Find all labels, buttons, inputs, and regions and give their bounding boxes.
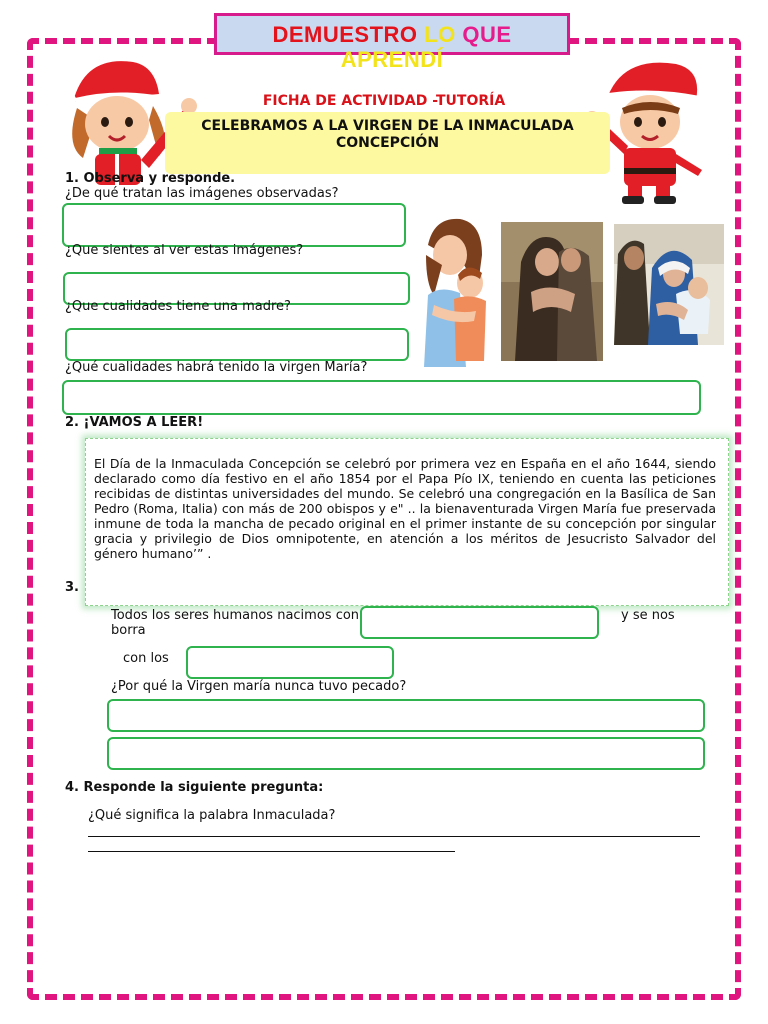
- answer-box-por-que-1[interactable]: [107, 699, 705, 732]
- mary-joseph-jesus-photo: [614, 224, 724, 345]
- answer-box-con-los[interactable]: [186, 646, 394, 679]
- answer-box-q3[interactable]: [65, 328, 409, 361]
- section3-sentence-end: borra: [111, 623, 146, 638]
- section3-con-los: con los: [123, 651, 169, 666]
- section1-question-1: ¿De qué tratan las imágenes observadas?: [65, 186, 339, 201]
- title-banner: [214, 13, 570, 72]
- section3-sentence-mid: y se nos: [621, 608, 675, 623]
- banner-word-3: QUE: [462, 22, 512, 47]
- banner-word-1: DEMUESTRO: [272, 22, 418, 47]
- title-line-1: CELEBRAMOS A LA VIRGEN DE LA INMACULADA: [201, 118, 574, 134]
- section3-sentence-start: Todos los seres humanos nacimos con: [111, 608, 360, 623]
- reading-paragraph: El Día de la Inmaculada Concepción se celebró por primera vez en España en el año 1644, siendo declarado como día festivo en el año 1854 por el Papa Pío IX, teniendo en cuenta las peticiones recibidas de distintas universidades del mundo. Se celebró una congregación en la Basílica de San Pedro (Roma, Italia) con más de 200 obispos y e" .. la bienaventurada Virgen María fue preservada inmune de toda la mancha de pecado original en el primer instante de su concepción por singular gracia y privilegio de Dios omnipotente, en atención a los méritos de Jesucristo Salvador del género humano’” .: [94, 456, 716, 561]
- section2-heading: 2. ¡VAMOS A LEER!: [65, 415, 204, 430]
- answer-box-q4[interactable]: [62, 380, 701, 415]
- answer-box-q1[interactable]: [62, 203, 406, 247]
- title-line-2: CONCEPCIÓN: [335, 135, 440, 151]
- section3-number: 3.: [65, 580, 79, 595]
- section1-question-2: ¿Que sientes al ver estas imágenes?: [65, 243, 304, 258]
- answer-line-2[interactable]: [88, 851, 455, 852]
- worksheet-subtitle: FICHA DE ACTIVIDAD -TUTORÍA: [262, 93, 506, 109]
- answer-line-1[interactable]: [88, 836, 700, 837]
- answer-box-por-que-2[interactable]: [107, 737, 705, 770]
- section1-heading: 1. Observa y responde.: [65, 171, 236, 186]
- section1-question-4: ¿Qué cualidades habrá tenido la virgen María?: [65, 360, 368, 375]
- section4-question: ¿Qué significa la palabra Inmaculada?: [88, 808, 336, 823]
- mother-child-illustration: [420, 215, 492, 370]
- worksheet-title: [165, 118, 610, 152]
- banner-word-4: APRENDÍ: [340, 47, 444, 72]
- section3-question: ¿Por qué la Virgen maría nunca tuvo pecado?: [111, 679, 407, 694]
- answer-box-nacimos-con[interactable]: [360, 606, 599, 639]
- section1-question-3: ¿Que cualidades tiene una madre?: [65, 299, 291, 314]
- section4-heading: 4. Responde la siguiente pregunta:: [65, 780, 324, 795]
- banner-word-2: LO: [424, 22, 456, 47]
- painting-embrace-photo: [501, 222, 603, 361]
